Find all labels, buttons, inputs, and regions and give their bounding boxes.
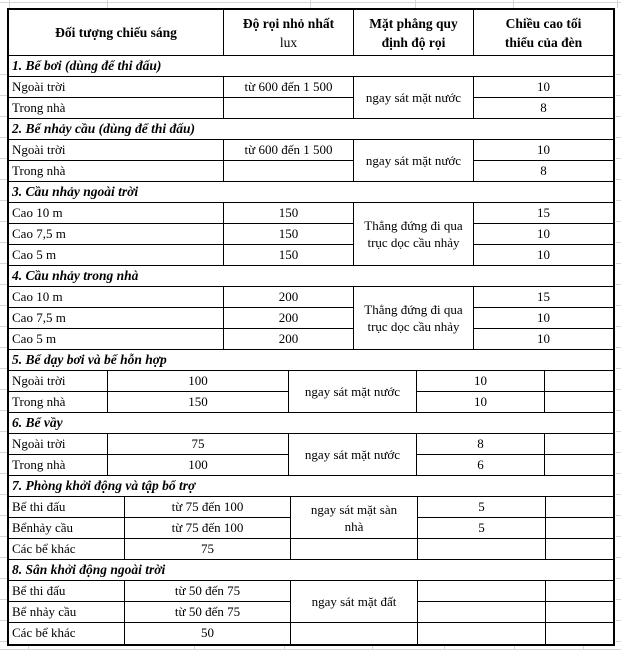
cell-empty <box>546 602 613 623</box>
header-height-line2: thiểu của đèn <box>504 34 583 50</box>
cell-lux: 100 <box>108 455 289 476</box>
cell-lux: 50 <box>125 623 291 644</box>
cell-height: 10 <box>474 308 613 329</box>
cell-name: Trong nhà <box>9 455 108 476</box>
header-illuminance-line1: Độ rọi nhỏ nhất <box>242 15 335 31</box>
section-grid <box>9 497 613 560</box>
section-grid <box>9 77 613 119</box>
header-cell-illuminance <box>224 10 354 56</box>
cell-height: 10 <box>474 245 613 266</box>
plane-line2: trục dọc cầu nhảy <box>367 235 460 250</box>
cell-name: Trong nhà <box>9 392 108 413</box>
section-title: 7. Phòng khởi động và tập bổ trợ <box>9 476 613 497</box>
gridline-strip-left <box>0 54 7 642</box>
cell-name: Trong nhà <box>9 98 224 119</box>
cell-height <box>418 539 546 560</box>
gridline <box>583 646 584 650</box>
cell-empty <box>546 581 613 602</box>
cell-empty <box>291 623 418 644</box>
plane-line1: Thẳng đứng đi qua <box>364 302 463 317</box>
cell-lux: từ 75 đến 100 <box>125 497 291 518</box>
cell-height <box>418 602 546 623</box>
cell-lux: từ 50 đến 75 <box>125 581 291 602</box>
plane-line2: nhà <box>344 518 364 534</box>
cell-empty <box>545 371 613 392</box>
cell-name: Cao 5 m <box>9 329 224 350</box>
cell-name: Bể nhảy cầu <box>9 602 125 623</box>
section-title: 1. Bể bơi (dùng để thi đấu) <box>9 56 613 77</box>
plane-line2: trục dọc cầu nhảy <box>367 319 460 334</box>
cell-lux: từ 50 đến 75 <box>125 602 291 623</box>
cell-lux <box>224 98 354 119</box>
cell-height <box>418 623 546 644</box>
cell-lux: 75 <box>108 434 289 455</box>
cell-height: 10 <box>474 140 613 161</box>
cell-plane <box>354 287 474 350</box>
gridline <box>0 649 621 650</box>
cell-plane <box>291 497 418 539</box>
header-cell-plane <box>354 10 474 56</box>
cell-plane <box>354 203 474 266</box>
cell-height: 15 <box>474 203 613 224</box>
header-illuminance-unit: lux <box>279 34 298 50</box>
gridline <box>310 0 311 8</box>
header-plane-line1: Mặt phẳng quy <box>369 15 458 31</box>
section-8 <box>9 560 613 644</box>
header-cell-height <box>474 10 613 56</box>
cell-lux: 150 <box>224 203 354 224</box>
gridline <box>9 0 10 8</box>
plane-line1: ngay sát mặt nước <box>304 384 401 399</box>
plane-line1: ngay sát mặt nước <box>365 90 462 105</box>
cell-plane <box>354 140 474 182</box>
section-title: 2. Bể nhảy cầu (dùng để thi đấu) <box>9 119 613 140</box>
gridline <box>415 0 416 8</box>
cell-empty <box>545 392 613 413</box>
plane-line1: ngay sát mặt đất <box>311 594 397 609</box>
cell-height: 8 <box>417 434 545 455</box>
table-header-row <box>9 10 613 56</box>
cell-height: 10 <box>417 371 545 392</box>
cell-height: 5 <box>418 497 546 518</box>
cell-plane <box>289 371 417 413</box>
lighting-requirements-table <box>7 8 615 646</box>
cell-empty <box>546 623 613 644</box>
gridline <box>28 646 29 650</box>
cell-name: Bể thi đấu <box>9 581 125 602</box>
cell-height: 6 <box>417 455 545 476</box>
cell-name: Cao 7,5 m <box>9 308 224 329</box>
section-2 <box>9 119 613 182</box>
section-3 <box>9 182 613 266</box>
cell-lux: từ 600 đến 1 500 <box>224 140 354 161</box>
cell-lux: 150 <box>224 245 354 266</box>
cell-name: Các bể khác <box>9 539 125 560</box>
cell-name: Cao 10 m <box>9 287 224 308</box>
cell-lux: 100 <box>108 371 289 392</box>
gridline <box>513 0 514 8</box>
cell-empty <box>545 434 613 455</box>
gridline <box>194 646 195 650</box>
cell-lux <box>224 161 354 182</box>
cell-name: Ngoài trời <box>9 140 224 161</box>
gridline <box>514 646 515 650</box>
section-grid <box>9 434 613 476</box>
cell-height: 8 <box>474 98 613 119</box>
cell-name: Trong nhà <box>9 161 224 182</box>
section-grid <box>9 203 613 266</box>
header-plane-line2: định độ rọi <box>381 34 446 50</box>
cell-height: 10 <box>417 392 545 413</box>
cell-empty <box>546 518 613 539</box>
section-5 <box>9 350 613 413</box>
section-grid <box>9 140 613 182</box>
cell-name: Cao 7,5 m <box>9 224 224 245</box>
cell-lux: 200 <box>224 287 354 308</box>
gridline <box>107 0 108 8</box>
cell-plane <box>354 77 474 119</box>
section-title: 6. Bể vầy <box>9 413 613 434</box>
cell-name: Ngoài trời <box>9 434 108 455</box>
plane-line1: ngay sát mặt nước <box>304 447 401 462</box>
section-grid <box>9 287 613 350</box>
section-title: 4. Cầu nhảy trong nhà <box>9 266 613 287</box>
cell-name: Bểnhảy cầu <box>9 518 125 539</box>
gridline <box>284 646 285 650</box>
cell-name: Cao 10 m <box>9 203 224 224</box>
cell-lux: 150 <box>108 392 289 413</box>
cell-lux: 200 <box>224 329 354 350</box>
cell-name: Ngoài trời <box>9 77 224 98</box>
section-title: 5. Bể dạy bơi và bể hỗn hợp <box>9 350 613 371</box>
cell-name: Ngoài trời <box>9 371 108 392</box>
section-4 <box>9 266 613 350</box>
gridline <box>617 0 618 8</box>
gridline <box>372 646 373 650</box>
section-grid <box>9 581 613 644</box>
cell-empty <box>546 539 613 560</box>
cell-empty <box>291 539 418 560</box>
cell-lux: từ 75 đến 100 <box>125 518 291 539</box>
cell-height: 10 <box>474 329 613 350</box>
cell-name: Các bể khác <box>9 623 125 644</box>
cell-height: 10 <box>474 224 613 245</box>
cell-lux: 200 <box>224 308 354 329</box>
plane-line1: ngay sát mặt sàn <box>310 501 398 517</box>
cell-lux: 150 <box>224 224 354 245</box>
cell-empty <box>546 497 613 518</box>
section-title: 3. Cầu nhảy ngoài trời <box>9 182 613 203</box>
section-7 <box>9 476 613 560</box>
cell-height <box>418 581 546 602</box>
cell-plane <box>289 434 417 476</box>
cell-height: 15 <box>474 287 613 308</box>
cell-empty <box>545 455 613 476</box>
cell-height: 8 <box>474 161 613 182</box>
gridline <box>444 646 445 650</box>
plane-line1: Thẳng đứng đi qua <box>364 218 463 233</box>
section-grid <box>9 371 613 413</box>
plane-line1: ngay sát mặt nước <box>365 153 462 168</box>
cell-height: 5 <box>418 518 546 539</box>
gridline-strip-right <box>616 54 621 642</box>
cell-lux: từ 600 đến 1 500 <box>224 77 354 98</box>
section-title: 8. Sân khởi động ngoài trời <box>9 560 613 581</box>
cell-name: Bể thi đấu <box>9 497 125 518</box>
cell-name: Cao 5 m <box>9 245 224 266</box>
cell-lux: 75 <box>125 539 291 560</box>
section-1 <box>9 56 613 119</box>
cell-plane <box>291 581 418 623</box>
header-cell-object: Đối tượng chiếu sáng <box>9 10 224 56</box>
header-height-line1: Chiều cao tối <box>505 15 582 31</box>
section-6 <box>9 413 613 476</box>
cell-height: 10 <box>474 77 613 98</box>
